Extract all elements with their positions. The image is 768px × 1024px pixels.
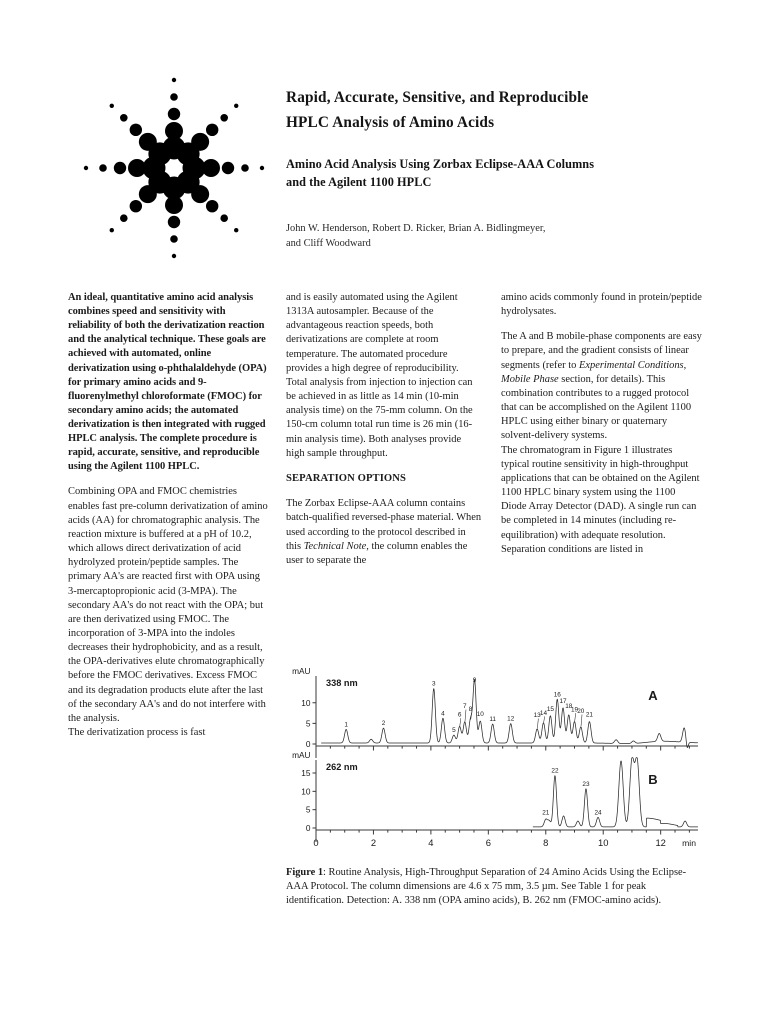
right-body-paragraph-2 xyxy=(501,330,703,443)
svg-text:18: 18 xyxy=(565,702,573,710)
svg-text:8: 8 xyxy=(468,705,473,713)
svg-text:5: 5 xyxy=(305,804,311,815)
svg-text:12: 12 xyxy=(507,715,515,723)
svg-text:6: 6 xyxy=(485,837,491,848)
svg-text:B: B xyxy=(648,772,658,787)
right-body-2-part-b: section, for details). This combination contributes to a rugged protocol that can be accomplished on the Agilent 1100 HPLC using either binary or quaternary solvent-delivery systems. xyxy=(501,373,692,442)
svg-text:20: 20 xyxy=(577,707,585,715)
svg-text:262 nm: 262 nm xyxy=(326,762,358,772)
svg-text:5: 5 xyxy=(452,727,456,735)
page-title-line-2: HPLC Analysis of Amino Acids xyxy=(286,113,495,131)
figure-caption xyxy=(286,866,706,907)
page-title xyxy=(286,86,706,136)
right-body-2-part-a: The A and B mobile-phase components are easy to prepare, and the gradient consists of linear segments (refer to xyxy=(501,331,702,371)
svg-text:0: 0 xyxy=(305,823,311,833)
mid-body-2-italic: Technical Note xyxy=(303,540,367,552)
figure-caption-label: Figure 1 xyxy=(286,867,324,878)
svg-text:6: 6 xyxy=(457,711,462,719)
column-left xyxy=(68,291,268,740)
svg-text:2: 2 xyxy=(370,837,377,848)
mid-body-2-part-b: , the column enables the user to separate the xyxy=(286,540,468,566)
mid-body-paragraph-2 xyxy=(286,497,482,568)
right-body-2-mid: , xyxy=(683,359,687,371)
svg-text:mAU: mAU xyxy=(292,666,311,676)
svg-text:23: 23 xyxy=(582,780,590,788)
svg-text:21: 21 xyxy=(542,809,550,817)
figure-chromatogram xyxy=(286,666,706,868)
svg-text:min: min xyxy=(682,838,696,848)
mid-body-2-part-a: The Zorbax Eclipse-AAA column contains batch-qualified reversed-phase material. When used according to the protocol described in this xyxy=(286,498,482,552)
svg-text:16: 16 xyxy=(553,691,561,699)
agilent-star-logo-icon xyxy=(74,68,274,268)
svg-text:13: 13 xyxy=(533,711,541,719)
title-block xyxy=(286,86,706,252)
svg-text:8: 8 xyxy=(543,837,549,848)
svg-text:4: 4 xyxy=(428,837,434,848)
svg-text:338 nm: 338 nm xyxy=(326,678,358,688)
mid-body-paragraph-1: and is easily automated using the Agilent 1313A autosampler. Because of the advantageous reaction speeds, both derivatizations are complete at room temperature. The automated procedure provides a high degree of reproducibility. Total analysis from injection to injection can be achieved in as little as 14 min (10-min analysis time) on the 75-mm column. On the 150-cm column total run time is 26 min (16-min analysis time). Both analyses provide high sample throughput. xyxy=(286,292,473,459)
svg-text:2: 2 xyxy=(381,720,386,728)
figure-caption-text: : Routine Analysis, High-Throughput Separation of 24 Amino Acids Using the Eclipse-AAA Protocol. The column dimensions are 4.6 x 75 mm, 3.5 µm. See Table 1 for peak identification. Detection: A. 338 nm (OPA amino acids), B. 262 nm (FMOC-amino acids). xyxy=(286,867,687,906)
page-subtitle-line-2: and the Agilent 1100 HPLC xyxy=(286,175,432,190)
right-body-paragraph-1: amino acids commonly found in protein/peptide hydrolysates. xyxy=(501,292,702,318)
svg-text:A: A xyxy=(648,688,658,703)
svg-text:15: 15 xyxy=(301,768,311,778)
svg-text:mAU: mAU xyxy=(292,750,311,760)
abstract-paragraph: An ideal, quantitative amino acid analysis combines speed and sensitivity with reliability of both the derivatization reaction and the analytical technique. These goals are achieved with automated, online derivatization using o-phthalaldehyde (OPA) for primary amino acids and 9-fluorenylmethyl chloroformate (FMOC) for secondary amino acids; the automated derivatization is then integrated with rugged HPLC analysis. The complete procedure is rapid, accurate, sensitive, and reproducible using the Agilent 1100 HPLC. xyxy=(68,292,267,473)
svg-text:10: 10 xyxy=(301,697,311,708)
author-line-2: and Cliff Woodward xyxy=(286,238,371,250)
page-subtitle xyxy=(286,155,706,192)
svg-text:7: 7 xyxy=(462,702,467,710)
left-body-paragraph-1: Combining OPA and FMOC chemistries enables fast pre-column derivatization of amino acids (AA) for chromatographic analysis. The reaction mixture is buffered at a pH of 10.2, which allows direct derivatization of acid hydrolyzed protein/peptide samples. The primary AA's are reacted first with OPA using 3-mercaptopropionic acid (3-MPA). The secondary AA's do not react with the OPA; but are then derivatized using FMOC. The incorporation of 3-MPA into the indoles decreases their hydrophobicity, and as a result, the OPA-derivatives elute chromatographically before the FMOC derivatives. Excess FMOC and its degradation products elute after the last of the secondary AA's and do not interfere with the analysis. xyxy=(68,486,268,724)
svg-text:10: 10 xyxy=(301,786,311,797)
left-body-paragraph-2: The derivatization process is fast xyxy=(68,727,206,739)
svg-text:0: 0 xyxy=(305,739,311,749)
svg-text:21: 21 xyxy=(585,711,593,719)
section-heading-separation-options: SEPARATION OPTIONS xyxy=(286,472,407,484)
author-list xyxy=(286,221,706,252)
column-right xyxy=(501,291,703,557)
svg-text:17: 17 xyxy=(559,697,567,705)
svg-text:19: 19 xyxy=(570,706,579,714)
svg-text:14: 14 xyxy=(539,709,548,717)
svg-text:15: 15 xyxy=(546,705,554,713)
svg-text:22: 22 xyxy=(551,767,559,775)
svg-text:3: 3 xyxy=(431,680,436,688)
svg-text:1: 1 xyxy=(344,721,348,729)
svg-text:10: 10 xyxy=(476,711,484,719)
svg-text:0: 0 xyxy=(313,837,319,848)
svg-text:11: 11 xyxy=(489,716,496,724)
right-body-2-italic-2: Mobile Phase xyxy=(501,373,559,385)
svg-text:9: 9 xyxy=(472,677,477,684)
column-middle xyxy=(286,291,482,568)
author-line-1: John W. Henderson, Robert D. Ricker, Brian A. Bidlingmeyer, xyxy=(286,222,546,234)
right-body-paragraph-3: The chromatogram in Figure 1 illustrates typical routine sensitivity in high-throughput applications that can be obtained on the Agilent 1100 HPLC binary system using the 1100 Diode Array Detector (DAD). A single run can be completed in 14 minutes (including re-equilibration) with adequate resolution. Separation conditions are listed in xyxy=(501,444,700,555)
svg-text:10: 10 xyxy=(597,837,609,848)
page-title-line-1: Rapid, Accurate, Sensitive, and Reproducible xyxy=(286,89,589,106)
svg-text:4: 4 xyxy=(441,710,445,718)
svg-text:5: 5 xyxy=(305,718,311,729)
page-subtitle-line-1: Amino Acid Analysis Using Zorbax Eclipse-AAA Columns xyxy=(286,156,595,171)
svg-text:24: 24 xyxy=(594,809,602,817)
svg-text:12: 12 xyxy=(655,837,666,848)
right-body-2-italic-1: Experimental Conditions xyxy=(578,359,684,371)
